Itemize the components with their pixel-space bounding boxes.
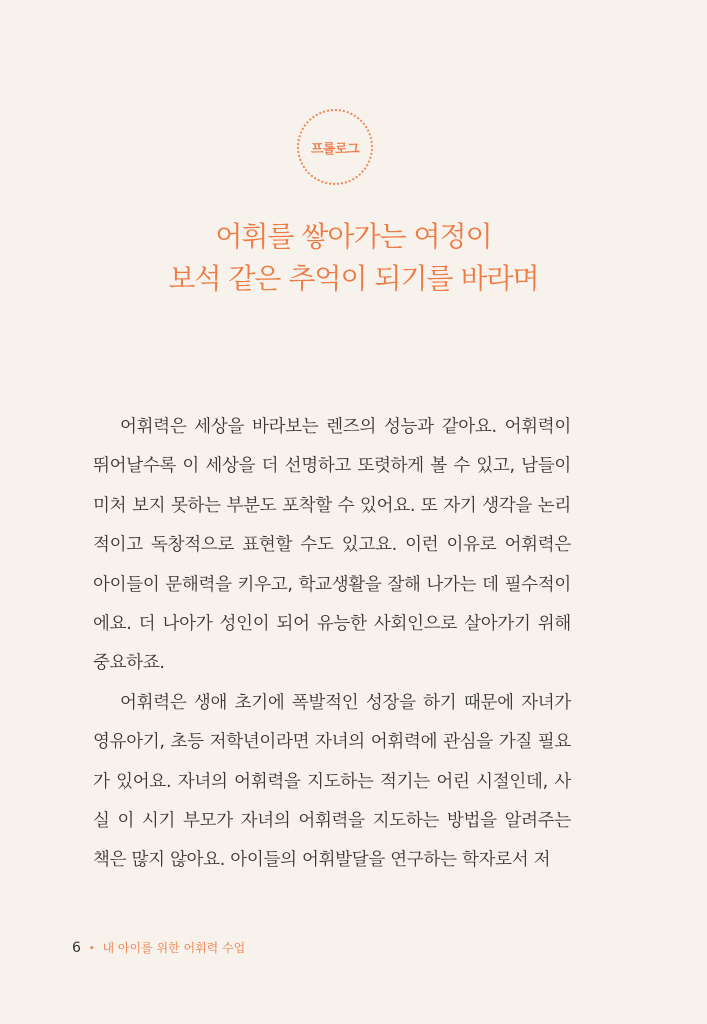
paragraph: 어휘력은 생애 초기에 폭발적인 성장을 하기 때문에 자녀가 영유아기, 초등 저학년이라면 자녀의 어휘력에 관심을 가질 필요가 있어요. 자녀의 어휘력을 지도하는 적기는 어린 시절인데, 사실 이 시기 부모가 자녀의 어휘력을 지도하는 방법을 알려주는 책은 많지 않아요. 아이들의 어휘발달을 연구하는 학자로서 저 (93, 692, 571, 871)
running-title: 내 아이를 위한 어휘력 수업 (102, 941, 246, 955)
page-number: 6 (72, 940, 81, 956)
prologue-badge (297, 109, 373, 185)
chapter-title-line-2: 보석 같은 추억이 되기를 바라며 (168, 262, 539, 295)
prologue-badge-label: 프롤로그 (310, 141, 360, 157)
body-text (93, 408, 571, 881)
bullet-icon: • (88, 943, 95, 954)
page-footer (72, 939, 245, 956)
chapter-title-line-1: 어휘를 쌓아가는 여정이 (215, 220, 492, 253)
paragraph: 어휘력은 세상을 바라보는 렌즈의 성능과 같아요. 어휘력이 뛰어날수록 이 세상을 더 선명하고 또렷하게 볼 수 있고, 남들이 미처 보지 못하는 부분도 포착할 수 있어요. 또 자기 생각을 논리적이고 독창적으로 표현할 수도 있고요. 이런 이유로 어휘력은 아이들이 문해력을 키우고, 학교생활을 잘해 나가는 데 필수적이에요. 더 나아가 성인이 되어 유능한 사회인으로 살아가기 위해 중요하죠. (93, 417, 571, 674)
